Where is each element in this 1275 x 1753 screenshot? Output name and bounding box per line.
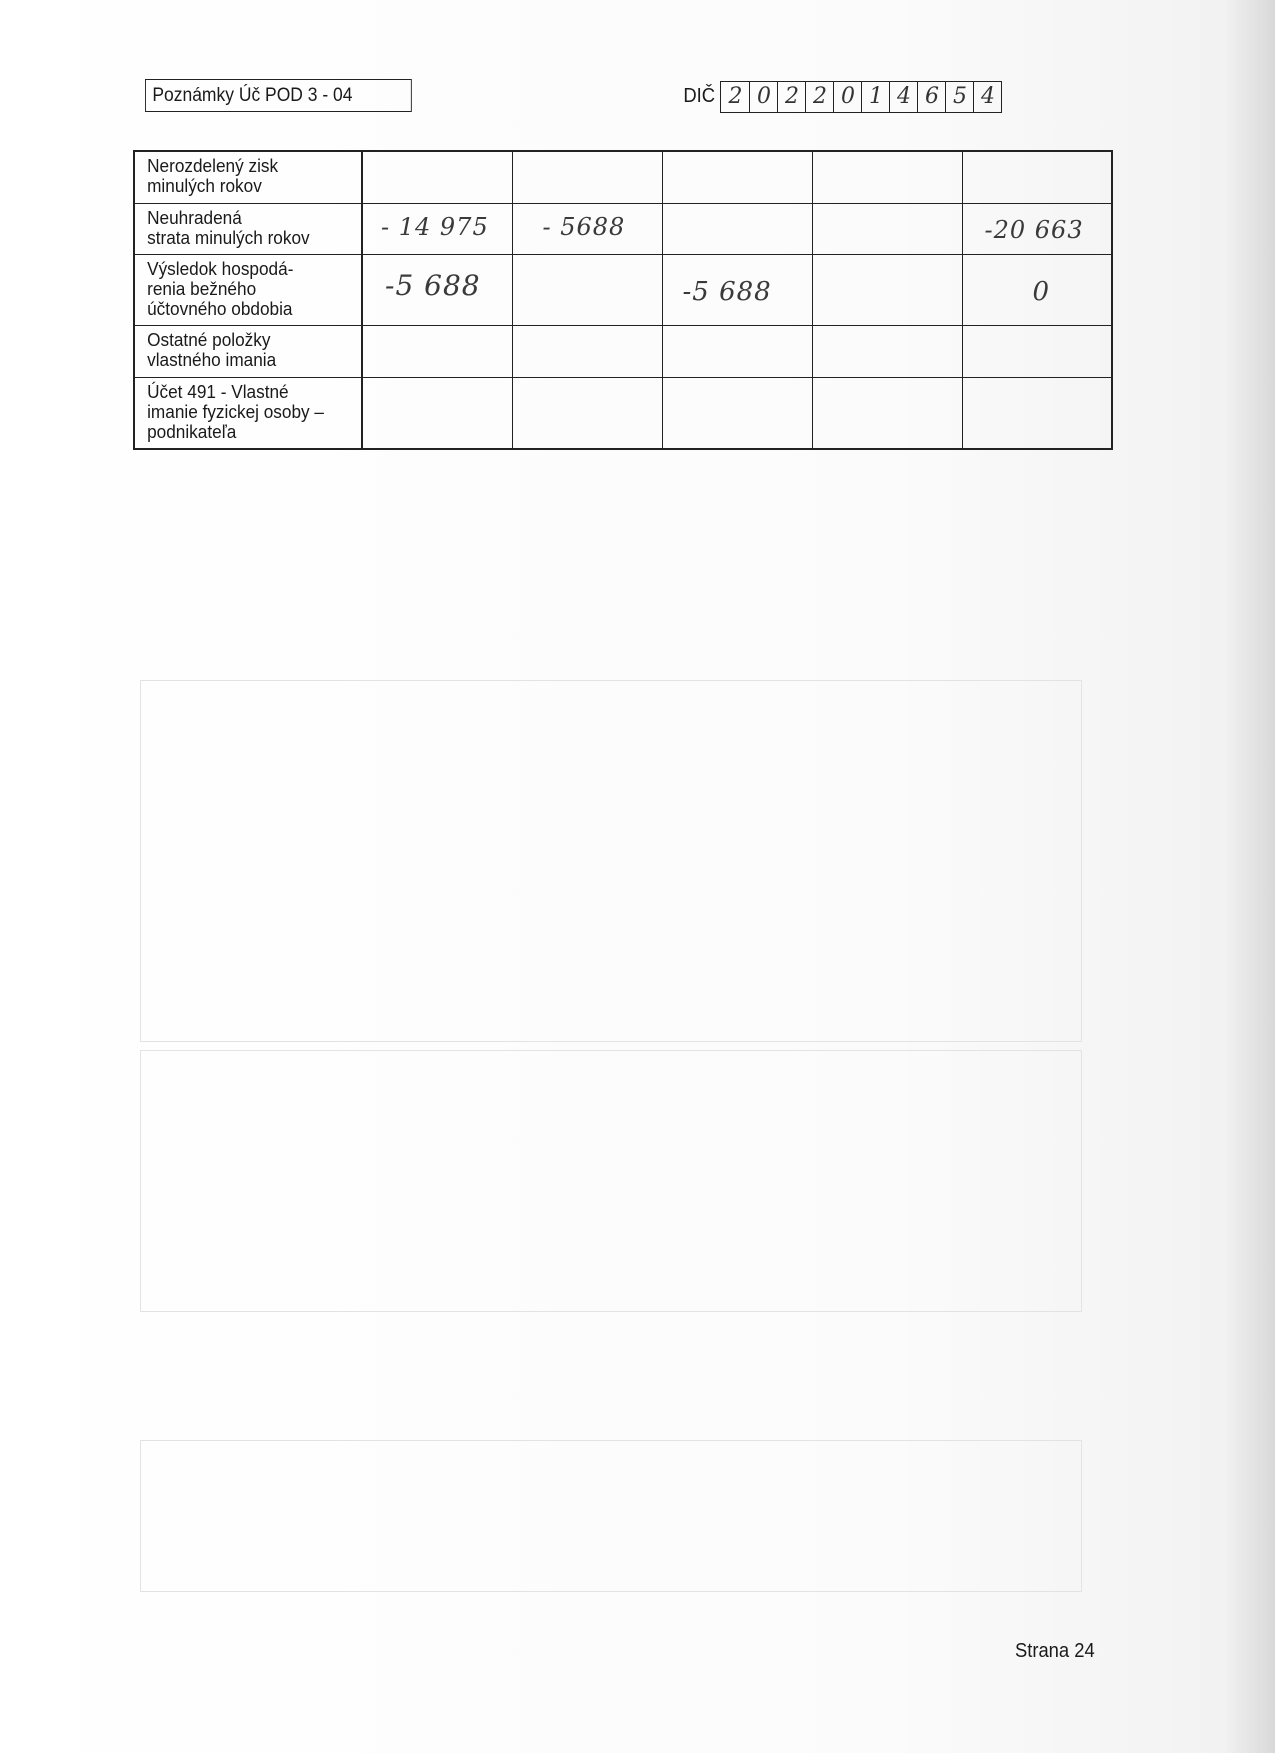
value-cell[interactable] — [362, 203, 512, 254]
value-cell[interactable] — [512, 151, 662, 203]
row-label-cell — [134, 151, 362, 203]
table-row — [134, 254, 1112, 325]
row-label-cell — [134, 377, 362, 449]
dic-digit[interactable]: 4 — [973, 82, 1001, 112]
row-label-cell — [134, 325, 362, 377]
dic-digit[interactable]: 6 — [917, 82, 945, 112]
row-label-cell — [134, 254, 362, 325]
row-label-cell — [134, 203, 362, 254]
dic-digit[interactable]: 0 — [749, 82, 777, 112]
handwritten-value: -5 688 — [682, 276, 772, 307]
form-code-label: Poznámky Úč POD 3 - 04 — [145, 79, 412, 112]
value-cell[interactable] — [962, 151, 1112, 203]
handwritten-value: - 5688 — [542, 212, 626, 241]
dic-digit[interactable]: 4 — [889, 82, 917, 112]
dic-digit[interactable]: 5 — [945, 82, 973, 112]
row-label: Nerozdelený zisk minulých rokov — [147, 155, 279, 196]
equity-changes-table — [133, 150, 1113, 450]
dic-digit-boxes — [720, 81, 1002, 113]
value-cell[interactable] — [962, 325, 1112, 377]
handwritten-value: -20 663 — [984, 215, 1084, 244]
table-row — [134, 151, 1112, 203]
row-label: Neuhradená strata minulých rokov — [147, 206, 310, 248]
value-cell[interactable] — [662, 203, 812, 254]
value-cell[interactable] — [512, 377, 662, 449]
page-number: Strana 24 — [1015, 1640, 1095, 1662]
value-cell[interactable] — [812, 377, 962, 449]
dic-digit[interactable]: 0 — [833, 82, 861, 112]
handwritten-value: 0 — [1032, 276, 1051, 307]
dic-label: DIČ — [683, 85, 716, 107]
value-cell[interactable] — [812, 151, 962, 203]
row-label: Účet 491 - Vlastné imanie fyzickej osoby – podnikateľa — [147, 380, 325, 442]
bleed-through-table — [140, 1050, 1082, 1312]
value-cell[interactable] — [812, 325, 962, 377]
value-cell[interactable] — [662, 151, 812, 203]
value-cell[interactable] — [662, 254, 812, 325]
table-row — [134, 203, 1112, 254]
value-cell[interactable] — [812, 254, 962, 325]
value-cell[interactable] — [662, 325, 812, 377]
value-cell[interactable] — [512, 203, 662, 254]
value-cell[interactable] — [512, 254, 662, 325]
value-cell[interactable] — [812, 203, 962, 254]
value-cell[interactable] — [962, 254, 1112, 325]
handwritten-value: - 14 975 — [381, 212, 489, 241]
dic-digit[interactable]: 2 — [777, 82, 805, 112]
value-cell[interactable] — [962, 377, 1112, 449]
table-row — [134, 377, 1112, 449]
row-label: Výsledok hospodá- renia bežného účtovného obdobia — [147, 257, 294, 319]
value-cell[interactable] — [362, 377, 512, 449]
bleed-through-table — [140, 1440, 1082, 1592]
dic-digit[interactable]: 1 — [861, 82, 889, 112]
value-cell[interactable] — [662, 377, 812, 449]
value-cell[interactable] — [362, 325, 512, 377]
value-cell[interactable] — [362, 254, 512, 325]
handwritten-value: -5 688 — [385, 268, 481, 302]
table-row — [134, 325, 1112, 377]
row-label: Ostatné položky vlastného imania — [147, 328, 277, 370]
dic-field — [682, 80, 1002, 113]
value-cell[interactable] — [362, 151, 512, 203]
dic-digit[interactable]: 2 — [805, 82, 833, 112]
dic-digit[interactable]: 2 — [728, 83, 743, 109]
value-cell[interactable] — [962, 203, 1112, 254]
bleed-through-table — [140, 680, 1082, 1042]
value-cell[interactable] — [512, 325, 662, 377]
